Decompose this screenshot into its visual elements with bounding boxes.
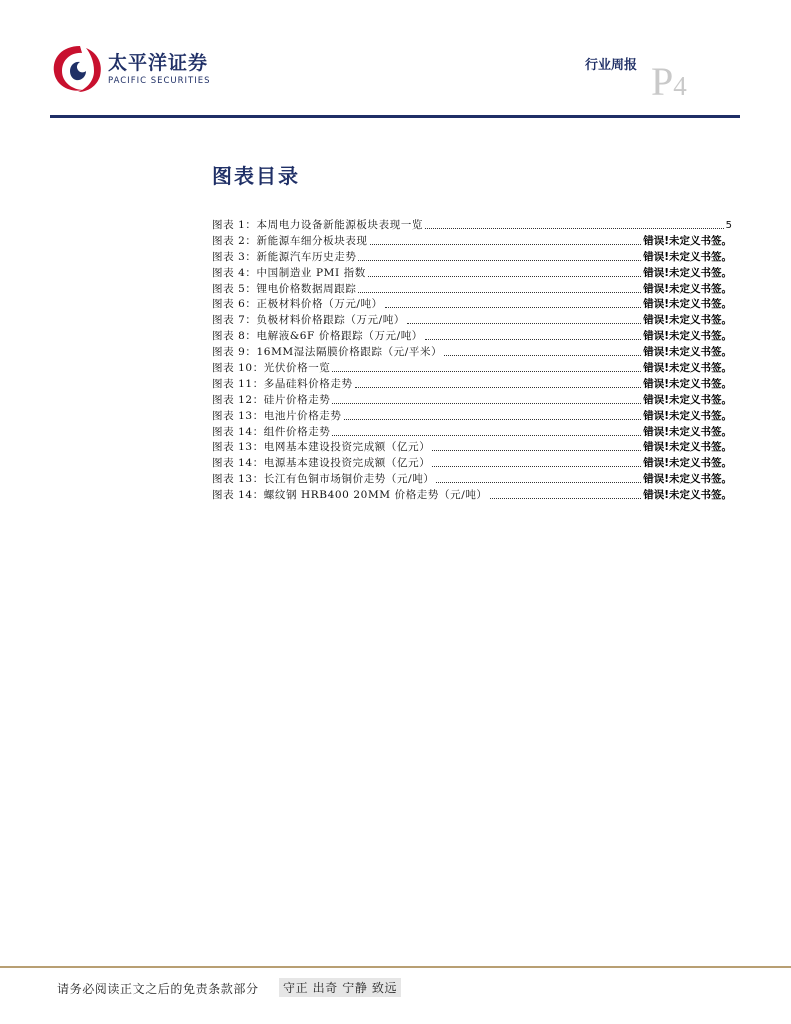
toc-entry-label: 图表 1：本周电力设备新能源板块表现一览 bbox=[212, 219, 424, 231]
toc-entry-page: 错误!未定义书签。 bbox=[643, 441, 732, 454]
footer-disclaimer: 请务必阅读正文之后的免责条款部分 bbox=[57, 982, 259, 996]
toc-dot-leader bbox=[490, 488, 642, 499]
company-logo bbox=[50, 44, 210, 94]
toc-entry-label: 图表 8：电解液&6F 价格跟踪（万元/吨） bbox=[212, 330, 423, 343]
toc-dot-leader bbox=[432, 440, 641, 451]
toc-entry[interactable] bbox=[212, 456, 732, 472]
toc-dot-leader bbox=[407, 313, 641, 324]
toc-dot-leader bbox=[332, 425, 641, 436]
toc-dot-leader bbox=[368, 266, 641, 277]
toc-entry-label: 图表 12：硅片价格走势 bbox=[212, 393, 331, 406]
toc-entry[interactable] bbox=[212, 266, 732, 282]
toc-entry[interactable] bbox=[212, 313, 732, 329]
toc-dot-leader bbox=[444, 345, 641, 356]
page-number-value: 4 bbox=[673, 71, 687, 101]
toc-entry[interactable] bbox=[212, 234, 732, 250]
toc-entry[interactable] bbox=[212, 393, 732, 409]
toc-entry-label: 图表 14：电源基本建设投资完成额（亿元） bbox=[212, 457, 431, 470]
pacific-securities-logo-icon bbox=[50, 44, 104, 94]
toc-entry[interactable] bbox=[212, 488, 732, 504]
toc-dot-leader bbox=[358, 250, 641, 261]
toc-entry-page: 错误!未定义书签。 bbox=[643, 409, 732, 422]
toc-entry-page: 错误!未定义书签。 bbox=[643, 362, 732, 375]
toc-entry-page: 错误!未定义书签。 bbox=[643, 298, 732, 311]
toc-title: 图表目录 bbox=[212, 164, 300, 188]
toc-entry-label: 图表 6：正极材料价格（万元/吨） bbox=[212, 298, 383, 311]
toc-entry-label: 图表 9：16MM湿法隔膜价格跟踪（元/平米） bbox=[212, 346, 443, 359]
toc-entry[interactable] bbox=[212, 218, 732, 234]
toc-entry-label: 图表 7：负极材料价格跟踪（万元/吨） bbox=[212, 314, 405, 327]
toc-entry-page: 错误!未定义书签。 bbox=[643, 330, 732, 343]
toc-entry-label: 图表 3：新能源汽车历史走势 bbox=[212, 250, 357, 263]
toc-entry-label: 图表 2：新能源车细分板块表现 bbox=[212, 234, 368, 247]
toc-dot-leader bbox=[332, 393, 641, 404]
toc-entry-page: 5 bbox=[725, 220, 732, 231]
toc-entry[interactable] bbox=[212, 282, 732, 298]
page-number-prefix: P bbox=[651, 59, 674, 104]
toc-entry-page: 错误!未定义书签。 bbox=[643, 346, 732, 359]
toc-entry-label: 图表 4：中国制造业 PMI 指数 bbox=[212, 266, 366, 279]
page-number bbox=[651, 59, 687, 104]
toc-entry[interactable] bbox=[212, 472, 732, 488]
footer-divider bbox=[0, 966, 791, 968]
toc-entry-page: 错误!未定义书签。 bbox=[643, 489, 732, 502]
toc-entry-page: 错误!未定义书签。 bbox=[643, 457, 732, 470]
toc-list bbox=[212, 218, 732, 504]
logo-english-name: PACIFIC SECURITIES bbox=[108, 76, 211, 86]
toc-entry[interactable] bbox=[212, 250, 732, 266]
toc-entry[interactable] bbox=[212, 329, 732, 345]
toc-dot-leader bbox=[358, 282, 641, 293]
toc-entry[interactable] bbox=[212, 409, 732, 425]
toc-entry-page: 错误!未定义书签。 bbox=[643, 314, 732, 327]
toc-entry-label: 图表 10：光伏价格一览 bbox=[212, 362, 331, 375]
toc-dot-leader bbox=[355, 377, 642, 388]
toc-entry[interactable] bbox=[212, 377, 732, 393]
logo-chinese-name: 太平洋证券 bbox=[108, 52, 209, 74]
toc-entry-page: 错误!未定义书签。 bbox=[643, 282, 732, 295]
toc-entry-label: 图表 13：电池片价格走势 bbox=[212, 409, 342, 422]
toc-dot-leader bbox=[425, 218, 724, 229]
toc-dot-leader bbox=[436, 472, 641, 483]
toc-entry[interactable] bbox=[212, 345, 732, 361]
header-divider bbox=[50, 115, 740, 118]
toc-entry-page: 错误!未定义书签。 bbox=[643, 425, 732, 438]
toc-entry-label: 图表 14：组件价格走势 bbox=[212, 425, 331, 438]
toc-entry-page: 错误!未定义书签。 bbox=[643, 393, 732, 406]
toc-dot-leader bbox=[425, 329, 641, 340]
report-type-label: 行业周报 bbox=[585, 58, 638, 73]
toc-entry-label: 图表 14：螺纹钢 HRB400 20MM 价格走势（元/吨） bbox=[212, 489, 488, 502]
toc-dot-leader bbox=[385, 297, 641, 308]
toc-entry[interactable] bbox=[212, 297, 732, 313]
toc-entry-label: 图表 13：电网基本建设投资完成额（亿元） bbox=[212, 441, 431, 454]
toc-entry-page: 错误!未定义书签。 bbox=[643, 250, 732, 263]
toc-entry[interactable] bbox=[212, 440, 732, 456]
toc-dot-leader bbox=[332, 361, 641, 372]
toc-dot-leader bbox=[432, 456, 641, 467]
toc-entry-label: 图表 11：多晶硅料价格走势 bbox=[212, 377, 353, 390]
toc-entry[interactable] bbox=[212, 361, 732, 377]
toc-entry-page: 错误!未定义书签。 bbox=[643, 266, 732, 279]
toc-entry-page: 错误!未定义书签。 bbox=[643, 377, 732, 390]
toc-entry-label: 图表 5：锂电价格数据周跟踪 bbox=[212, 282, 357, 295]
toc-entry-page: 错误!未定义书签。 bbox=[643, 234, 732, 247]
footer-motto: 守正 出奇 宁静 致远 bbox=[279, 978, 401, 997]
toc-dot-leader bbox=[370, 234, 642, 245]
toc-entry-page: 错误!未定义书签。 bbox=[643, 473, 732, 486]
toc-dot-leader bbox=[344, 409, 642, 420]
toc-entry-label: 图表 13：长江有色铜市场铜价走势（元/吨） bbox=[212, 473, 435, 486]
toc-entry[interactable] bbox=[212, 425, 732, 441]
